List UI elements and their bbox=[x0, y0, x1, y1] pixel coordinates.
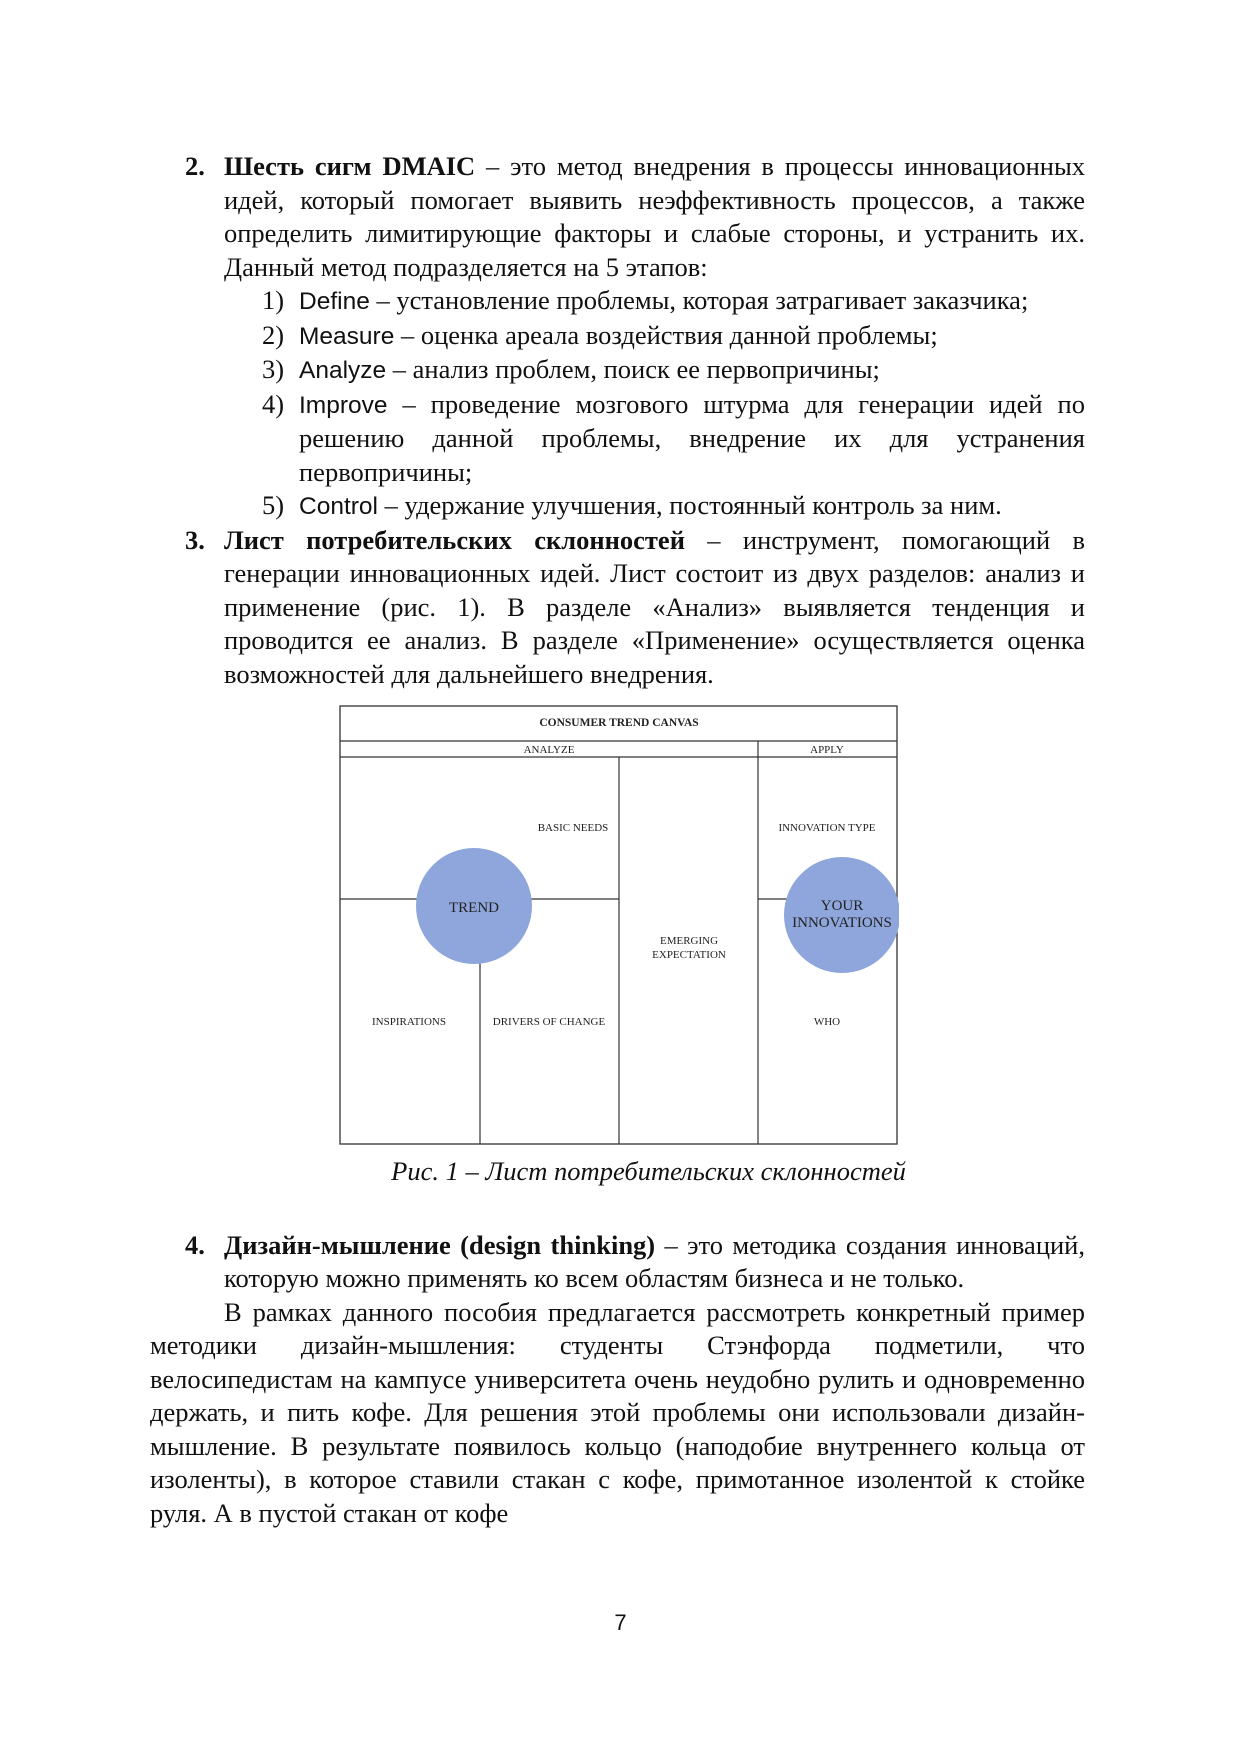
item-text: – инструмент, помогающий в генерации инновационных идей. Лист состоит из двух разделов: анализ и применение (рис. 1). В разделе «Анализ» выявляется тенденция и проводится ее анализ. В разделе «Применение» осуществляется оценка возможностей для дальнейшего внедрения. bbox=[224, 524, 1085, 689]
dmaic-step-define bbox=[150, 284, 1085, 319]
step-number: 2) bbox=[262, 319, 285, 350]
step-dash: – bbox=[377, 490, 405, 520]
step-dash: – bbox=[387, 388, 431, 419]
step-dash: – bbox=[386, 354, 413, 384]
step-text: проведение мозгового штурма для генерации идей по решению данной проблемы, внедрение их для устранения первопричины; bbox=[299, 388, 1085, 487]
innovation-type-label: INNOVATION TYPE bbox=[778, 822, 876, 834]
item-text: – это метод внедрения в процессы инновационных идей, который помогает выявить неэффективность процессов, а также определить лимитирующие факторы и слабые стороны, и устранить их. Данный метод подразделяется на 5 этапов: bbox=[224, 151, 1085, 282]
emerging-label-1: EMERGING bbox=[659, 935, 719, 947]
step-term: Define bbox=[299, 288, 370, 315]
item-title: Шесть сигм DMAIC bbox=[224, 151, 476, 181]
dmaic-step-analyze bbox=[150, 353, 1085, 388]
list-item-trend-canvas bbox=[150, 524, 1085, 692]
body-paragraph: В рамках данного пособия предлагается рассмотреть конкретный пример методики дизайн-мышления: студенты Стэнфорда подметили, что велосипедистам на кампусе университета очень неудобно рулить и одновременно держать, и пить кофе. Для решения этой проблемы они использовали дизайн-мышление. В результате появилось кольцо (наподобие внутреннего кольца от изоленты), в которое ставили стакан с кофе, примотанное изолентой к стойке руля. А в пустой стакан от кофе bbox=[150, 1296, 1085, 1528]
step-number: 4) bbox=[262, 388, 285, 419]
inspirations-label: INSPIRATIONS bbox=[372, 1016, 446, 1028]
step-text: оценка ареала воздействия данной проблемы; bbox=[420, 319, 938, 350]
item-title: Лист потребительских склонностей bbox=[224, 524, 685, 555]
step-term: Control bbox=[299, 493, 378, 520]
list-item-six-sigma bbox=[150, 150, 1085, 284]
page-content bbox=[150, 150, 1085, 1530]
dmaic-step-control bbox=[150, 489, 1085, 524]
trend-label: TREND bbox=[449, 900, 499, 916]
consumer-trend-canvas-figure bbox=[339, 705, 899, 1147]
canvas-diagram bbox=[339, 705, 899, 1147]
page-number: 7 bbox=[614, 1610, 627, 1635]
step-term: Improve bbox=[299, 391, 388, 419]
analyze-label: ANALYZE bbox=[523, 744, 575, 756]
who-label: WHO bbox=[813, 1016, 841, 1028]
step-dash: – bbox=[369, 285, 397, 315]
list-item-design-thinking bbox=[150, 1229, 1085, 1296]
item-text: – это методика создания инноваций, которую можно применять ко всем областям бизнеса и не только. bbox=[224, 1229, 1085, 1293]
step-text: удержание улучшения, постоянный контроль за ним. bbox=[404, 490, 1002, 520]
figure-caption: Рис. 1 – Лист потребительских склонностей bbox=[391, 1156, 906, 1186]
step-dash: – bbox=[394, 319, 421, 350]
your-innovations-label-2: INNOVATIONS bbox=[792, 915, 892, 931]
list-number: 3. bbox=[185, 524, 205, 555]
step-text: анализ проблем, поиск ее первопричины; bbox=[412, 354, 880, 384]
emerging-label-2: EXPECTATION bbox=[652, 949, 726, 961]
step-number: 1) bbox=[262, 285, 285, 315]
step-term: Analyze bbox=[299, 357, 387, 384]
dmaic-steps bbox=[150, 284, 1085, 524]
drivers-label: DRIVERS OF CHANGE bbox=[492, 1016, 606, 1028]
apply-label: APPLY bbox=[810, 744, 844, 756]
item-title: Дизайн-мышление (design thinking) bbox=[224, 1229, 656, 1260]
list-number: 4. bbox=[185, 1229, 205, 1260]
list-number: 2. bbox=[185, 151, 205, 181]
basic-needs-label: BASIC NEEDS bbox=[537, 822, 609, 834]
step-term: Measure bbox=[299, 322, 395, 350]
dmaic-step-improve bbox=[150, 388, 1085, 490]
step-number: 5) bbox=[262, 490, 285, 520]
canvas-title: CONSUMER TREND CANVAS bbox=[539, 717, 699, 729]
step-number: 3) bbox=[262, 354, 285, 384]
step-text: установление проблемы, которая затрагивает заказчика; bbox=[396, 285, 1029, 315]
your-innovations-label-1: YOUR bbox=[820, 898, 864, 914]
dmaic-step-measure bbox=[150, 319, 1085, 354]
